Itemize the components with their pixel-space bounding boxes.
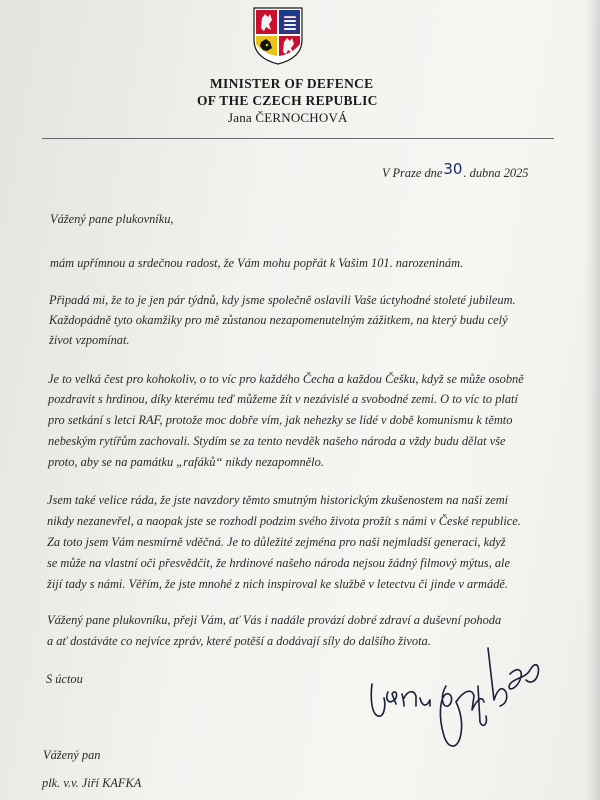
body-line: se může na vlastní oči přesvědčit, že hrdinové našeho národa nejsou žádný filmový mýtus, ale [47, 556, 510, 570]
salutation: Vážený pane plukovníku, [50, 212, 174, 226]
closing: S úctou [46, 672, 83, 686]
body-line: Jsem také velice ráda, že jste navzdory těmto smutným historickým zkušenostem na naši zemi [47, 493, 509, 507]
body-line: Vážený pane plukovníku, přeji Vám, ať Vás i nadále provází dobré zdraví a duševní pohoda [47, 613, 502, 627]
addressee-name: plk. v.v. Jiří KAFKA [42, 776, 142, 790]
body-line: Za toto jsem Vám nesmírně vděčná. Je to důležité zejména pro naši nejmladší generaci, když [47, 535, 506, 549]
body-line: život vzpomínat. [49, 333, 130, 347]
date-suffix: . dubna 2025 [463, 166, 529, 180]
handwritten-signature [360, 640, 560, 760]
body-line: proto, aby se na památku „rafáků“ nikdy nezapomnělo. [48, 455, 324, 469]
body-line: a ať dostáváte co nejvíce zpráv, které potěší a dodávají síly do dalšího života. [47, 634, 431, 648]
body-line: žijí tady s námi. Věřím, že jste mnohé z nich inspiroval ke službě v letectvu či jinde v armádě. [47, 577, 508, 591]
body-line: pro setkání s letci RAF, protože moc dobře vím, jak nehezky se lidé v době komunismu k těmto [48, 413, 513, 427]
letter-date [382, 160, 529, 181]
date-day-handwritten: 30 [443, 160, 463, 178]
body-line: Každopádně tyto okamžiky pro mě zůstanou nezapomenutelným zážitkem, na který budu celý [49, 313, 508, 327]
paper-edge-shadow [586, 0, 600, 800]
letterhead-title-line2: OF THE CZECH REPUBLIC [197, 93, 378, 108]
letterhead-minister-name: Jana ČERNOCHOVÁ [228, 110, 348, 125]
state-coat-of-arms [252, 6, 304, 66]
body-line: Je to velká čest pro kohokoliv, o to víc pro každého Čecha a každou Češku, když se může osobně [48, 372, 524, 386]
addressee-line1: Vážený pan [43, 748, 101, 762]
letterhead-title-line1: MINISTER OF DEFENCE [210, 76, 374, 91]
header-divider [42, 138, 554, 139]
body-line: pozdravit s hrdinou, díky kterému teď můžeme žít v nezávislé a svobodné zemi. O to víc to platí [48, 392, 518, 406]
body-line: nikdy nezanevřel, a naopak jste se rozhodl podzim svého života prožít s námi v České republice. [47, 514, 521, 528]
body-line: mám upřímnou a srdečnou radost, že Vám mohu popřát k Vašim 101. narozeninám. [50, 256, 464, 270]
body-line: nebeským rytířům zachovali. Stydím se za tento nevděk našeho národa a vždy budu dělat vše [48, 434, 506, 448]
date-prefix: V Praze dne [382, 166, 443, 180]
body-line: Připadá mi, že to je jen pár týdnů, kdy jsme společně oslavili Vaše úctyhodné stoleté jubileum. [49, 293, 516, 307]
